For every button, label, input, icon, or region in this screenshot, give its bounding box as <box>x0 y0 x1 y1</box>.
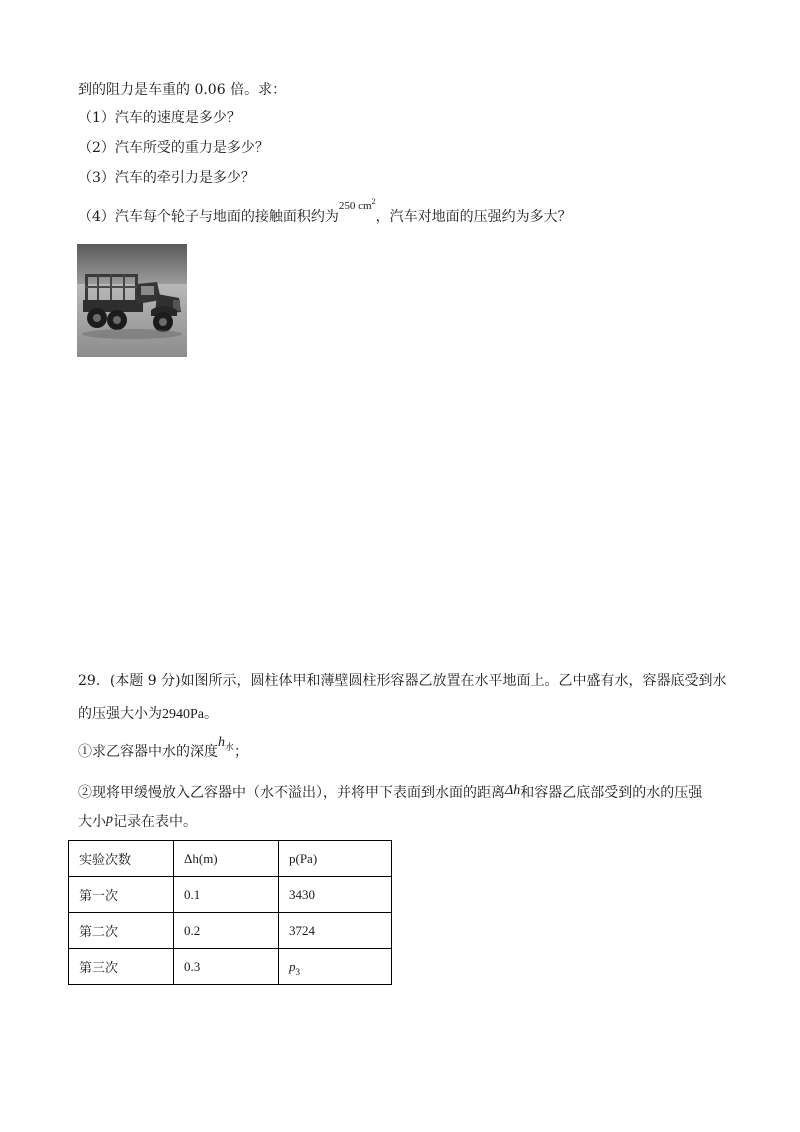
depth-symbol-h: h <box>218 735 225 750</box>
q29-item-3 <box>78 812 197 833</box>
q28-sub-1: （1）汽车的速度是多少？ <box>78 110 241 126</box>
depth-symbol <box>218 735 234 750</box>
q29-line-1: 29．(本题 9 分)如图所示，圆柱体甲和薄壁圆柱形容器乙放置在水平地面上。乙中盛有水，容器底受到水 <box>78 673 727 689</box>
contact-area <box>338 197 376 212</box>
table-header-row <box>69 841 392 877</box>
q29-item-2-tail: 和容器乙底部受到的水的压强 <box>520 785 703 801</box>
q29-line-2-tail: 。 <box>204 706 218 722</box>
contact-area-exponent: 2 <box>371 197 376 206</box>
contact-area-value: 250 cm <box>338 200 372 212</box>
table-row <box>69 877 392 913</box>
table-cell: 0.3 <box>174 949 279 985</box>
table-header-cell: 实验次数 <box>69 841 174 877</box>
table-cell: 3430 <box>279 877 392 913</box>
q29-line-2-text: 的压强大小为 <box>78 706 162 722</box>
q28-sub-4 <box>78 197 572 229</box>
q28-sub-2: （2）汽车所受的重力是多少？ <box>78 140 269 156</box>
truck-photo-icon <box>77 244 187 357</box>
q29-item-2-text: ②现将甲缓慢放入乙容器中（水不溢出），并将甲下表面到水面的距离 <box>78 785 505 801</box>
q28-sub-4-text: （4）汽车每个轮子与地面的接触面积约为 <box>78 209 339 225</box>
table-cell: 第二次 <box>69 913 174 949</box>
depth-symbol-sub: 水 <box>225 742 235 752</box>
table-cell: 3724 <box>279 913 392 949</box>
table-cell: 0.1 <box>174 877 279 913</box>
q29-item-1-tail: ； <box>234 744 249 760</box>
q29-line-2 <box>78 704 218 725</box>
table-cell: 第三次 <box>69 949 174 985</box>
q29-item-3-text: 大小 <box>78 814 106 830</box>
q29-item-1 <box>78 735 249 763</box>
q28-sub-3: （3）汽车的牵引力是多少？ <box>78 170 255 186</box>
delta-h-symbol: Δh <box>505 783 521 798</box>
pressure-value: 2940Pa <box>162 707 204 722</box>
table-header-cell: Δh(m) <box>174 841 279 877</box>
p-symbol: p <box>106 812 113 827</box>
table-cell: 第一次 <box>69 877 174 913</box>
p3-symbol: p <box>289 958 296 974</box>
table-cell: 0.2 <box>174 913 279 949</box>
q28-sub-4-tail: ，汽车对地面的压强约为多大？ <box>375 209 572 225</box>
q29-item-1-text: ①求乙容器中水的深度 <box>78 744 218 760</box>
q29-item-3-tail: 记录在表中。 <box>113 814 197 830</box>
p3-subscript: 3 <box>295 966 300 977</box>
table-row <box>69 949 392 985</box>
table-row <box>69 913 392 949</box>
q29-item-2 <box>78 783 702 804</box>
table-cell-p3 <box>279 949 392 985</box>
q28-continuation: 到的阻力是车重的 0.06 倍。求： <box>78 82 287 98</box>
table-header-cell: p(Pa) <box>279 841 392 877</box>
experiment-table <box>68 840 392 985</box>
